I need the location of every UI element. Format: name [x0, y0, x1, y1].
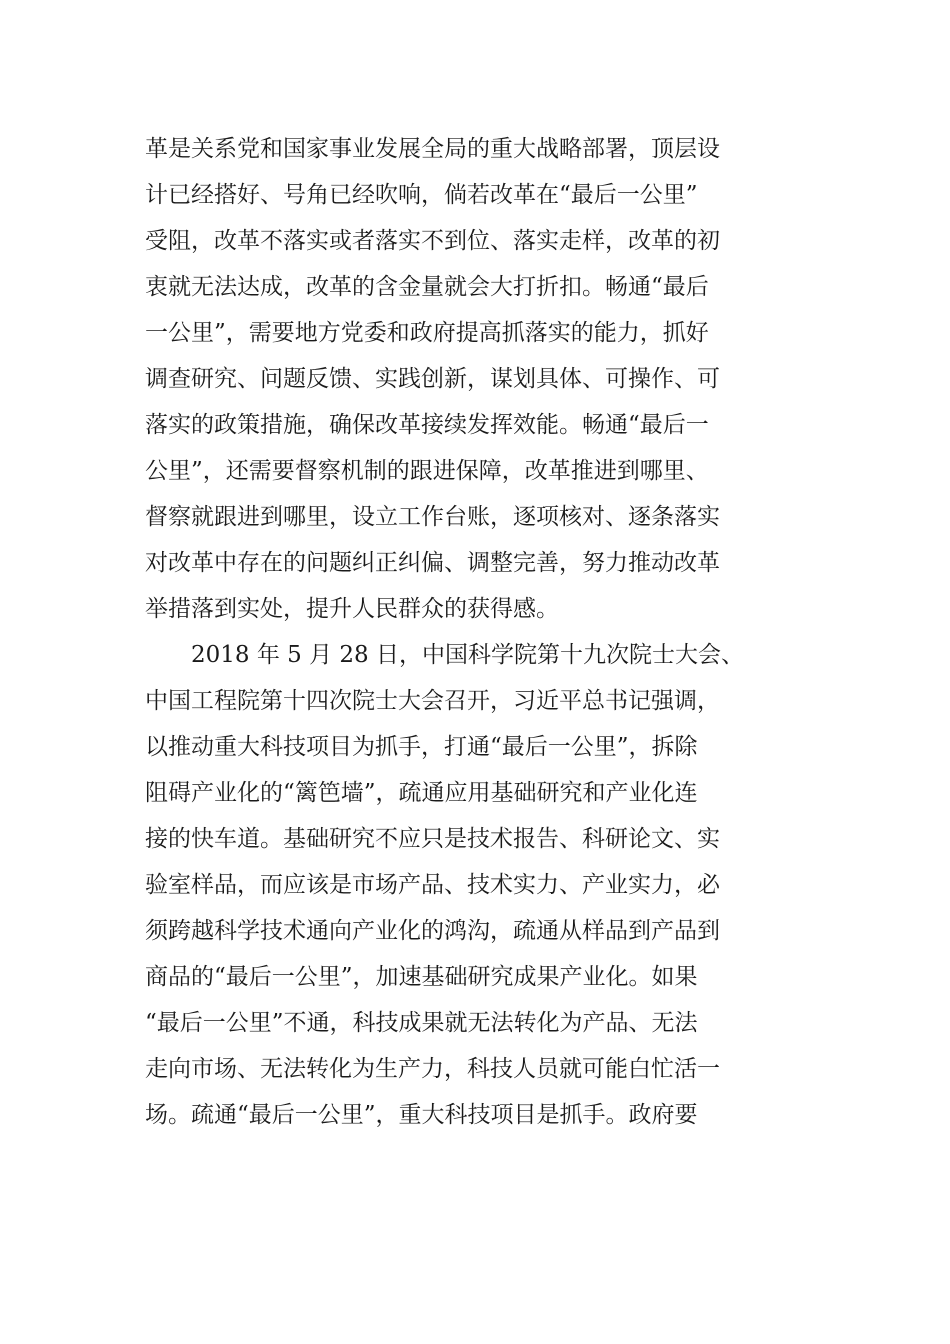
text-line: 接的快车道。基础研究不应只是技术报告、科研论文、实 [145, 826, 720, 852]
text-line: 革是关系党和国家事业发展全局的重大战略部署，顶层设 [145, 136, 720, 162]
text-line: “最后一公里”不通，科技成果就无法转化为产品、无法 [145, 1010, 698, 1036]
text-line: 验室样品，而应该是市场产品、技术实力、产业实力，必 [145, 872, 720, 898]
text-line: 对改革中存在的问题纠正纠偏、调整完善，努力推动改革 [145, 550, 720, 576]
body-text [145, 126, 813, 1138]
text-line: 一公里”，需要地方党委和政府提高抓落实的能力，抓好 [145, 320, 709, 346]
text-line: 2018 年 5 月 28 日，中国科学院第十九次院士大会、 [191, 642, 744, 668]
text-line: 走向市场、无法转化为生产力，科技人员就可能白忙活一 [145, 1056, 720, 1082]
paragraph-1 [145, 126, 813, 632]
text-line: 受阻，改革不落实或者落实不到位、落实走样，改革的初 [145, 228, 720, 254]
text-line: 衷就无法达成，改革的含金量就会大打折扣。畅通“最后 [145, 274, 709, 300]
paragraph-2 [145, 632, 813, 1138]
text-line: 中国工程院第十四次院士大会召开，习近平总书记强调， [145, 688, 720, 714]
text-line: 须跨越科学技术通向产业化的鸿沟，疏通从样品到产品到 [145, 918, 720, 944]
text-line: 阻碍产业化的“篱笆墙”，疏通应用基础研究和产业化连 [145, 780, 698, 806]
text-line: 场。疏通“最后一公里”，重大科技项目是抓手。政府要 [145, 1102, 698, 1128]
text-line: 调查研究、问题反馈、实践创新，谋划具体、可操作、可 [145, 366, 720, 392]
text-line: 举措落到实处，提升人民群众的获得感。 [145, 596, 559, 622]
text-line: 督察就跟进到哪里，设立工作台账，逐项核对、逐条落实 [145, 504, 720, 530]
text-line: 落实的政策措施，确保改革接续发挥效能。畅通“最后一 [145, 412, 709, 438]
text-line: 公里”，还需要督察机制的跟进保障，改革推进到哪里、 [145, 458, 709, 484]
text-line: 商品的“最后一公里”，加速基础研究成果产业化。如果 [145, 964, 698, 990]
text-line: 以推动重大科技项目为抓手，打通“最后一公里”，拆除 [145, 734, 698, 760]
text-line: 计已经搭好、号角已经吹响，倘若改革在“最后一公里” [145, 182, 698, 208]
